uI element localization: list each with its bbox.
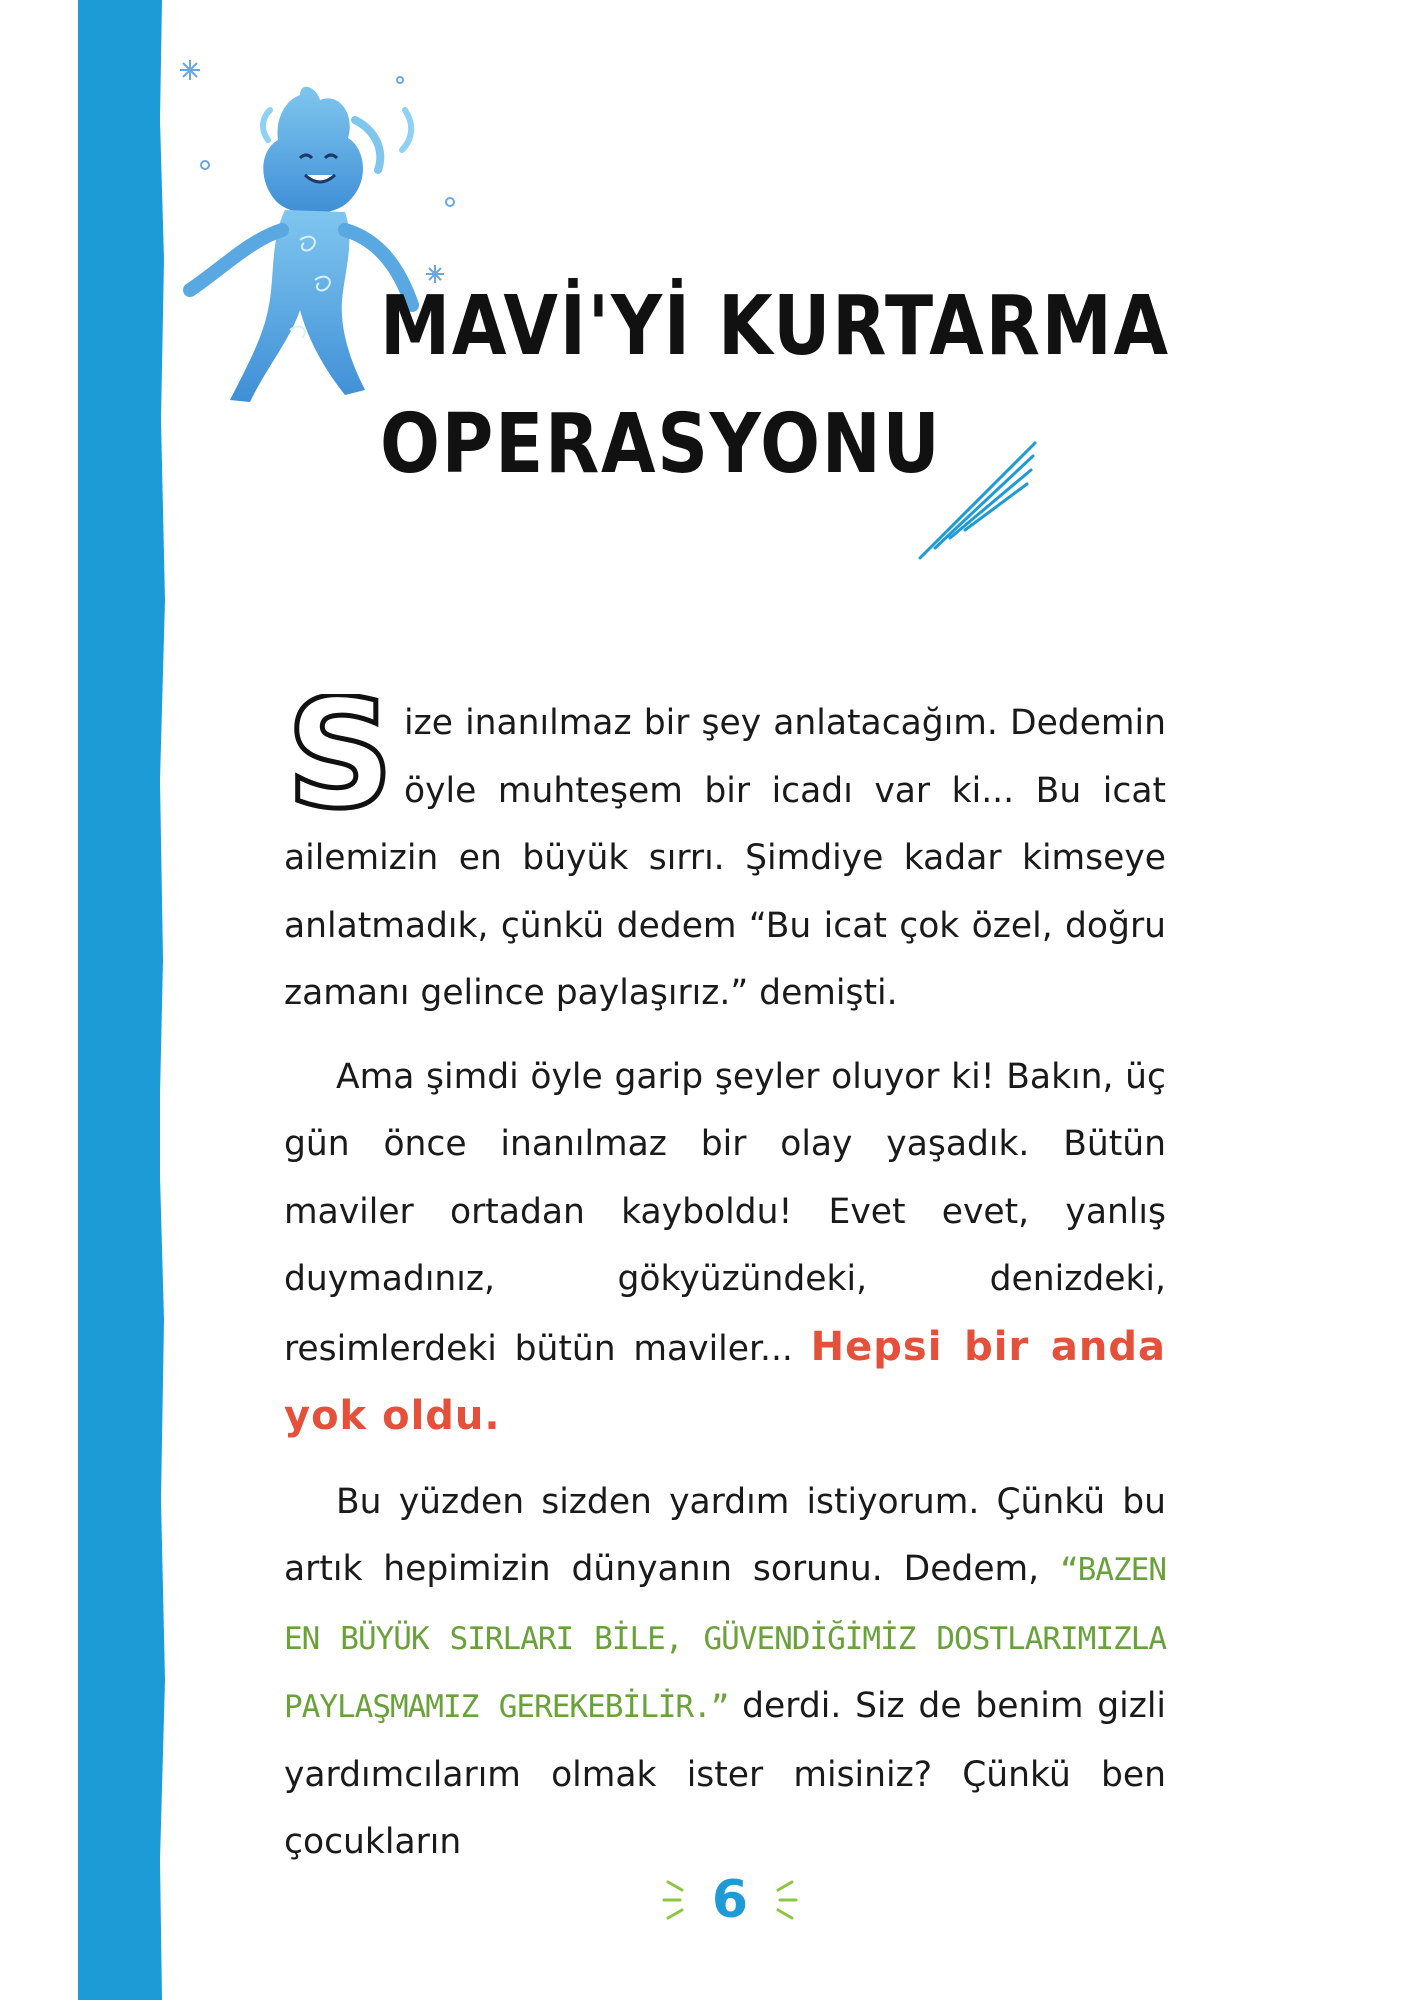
side-stripe	[78, 0, 160, 2000]
paragraph-1-text: ize inanılmaz bir şey anlatacağım. Dedemin öyle muhteşem bir icadı var ki... Bu icat ailemizin en büyük sırrı. Şimdiye kadar kimseye anlatmadık, çünkü dedem “Bu icat çok özel, doğru zamanı gelince paylaşırız.” demişti.	[284, 703, 1166, 1013]
title-accent-strokes-icon	[915, 438, 1040, 563]
paragraph-2	[284, 1044, 1166, 1453]
title-line-1: MAVİ'Yİ KURTARMA	[380, 279, 1170, 374]
body-text	[284, 690, 1166, 1893]
page-number-block	[660, 1860, 800, 1940]
emphasis-red: Hepsi bir anda yok oldu.	[284, 1323, 1166, 1439]
paragraph-2-text: Ama şimdi öyle garip şeyler oluyor ki! Bakın, üç gün önce inanılmaz bir olay yaşadık. Bütün maviler ortadan kayboldu! Evet evet, yanlış duymadınız, gökyüzündeki, denizdeki, resimlerdeki bütün maviler...	[284, 1056, 1166, 1369]
paragraph-3-text-b: derdi. Siz de benim gizli yardımcılarım olmak ister misiniz? Çünkü ben çocukların	[284, 1686, 1167, 1862]
quote-green: “BAZEN EN BÜYÜK SIRLARI BİLE, GÜVENDİĞİMİZ DOSTLARIMIZLA PAYLAŞMAMIZ GEREKEBİLİR.”	[284, 1552, 1166, 1725]
page-title	[380, 268, 1170, 504]
paragraph-3-text-a: Bu yüzden sizden yardım istiyorum. Çünkü bu artık hepimizin dünyanın sorunu. Dedem,	[284, 1481, 1166, 1589]
dropcap-letter: S	[285, 694, 395, 820]
title-line-2: OPERASYONU	[380, 397, 942, 492]
dropcap-s-icon	[284, 694, 396, 820]
page-number: 6	[711, 1870, 749, 1930]
paragraph-3	[284, 1469, 1166, 1877]
paragraph-1	[284, 690, 1166, 1028]
